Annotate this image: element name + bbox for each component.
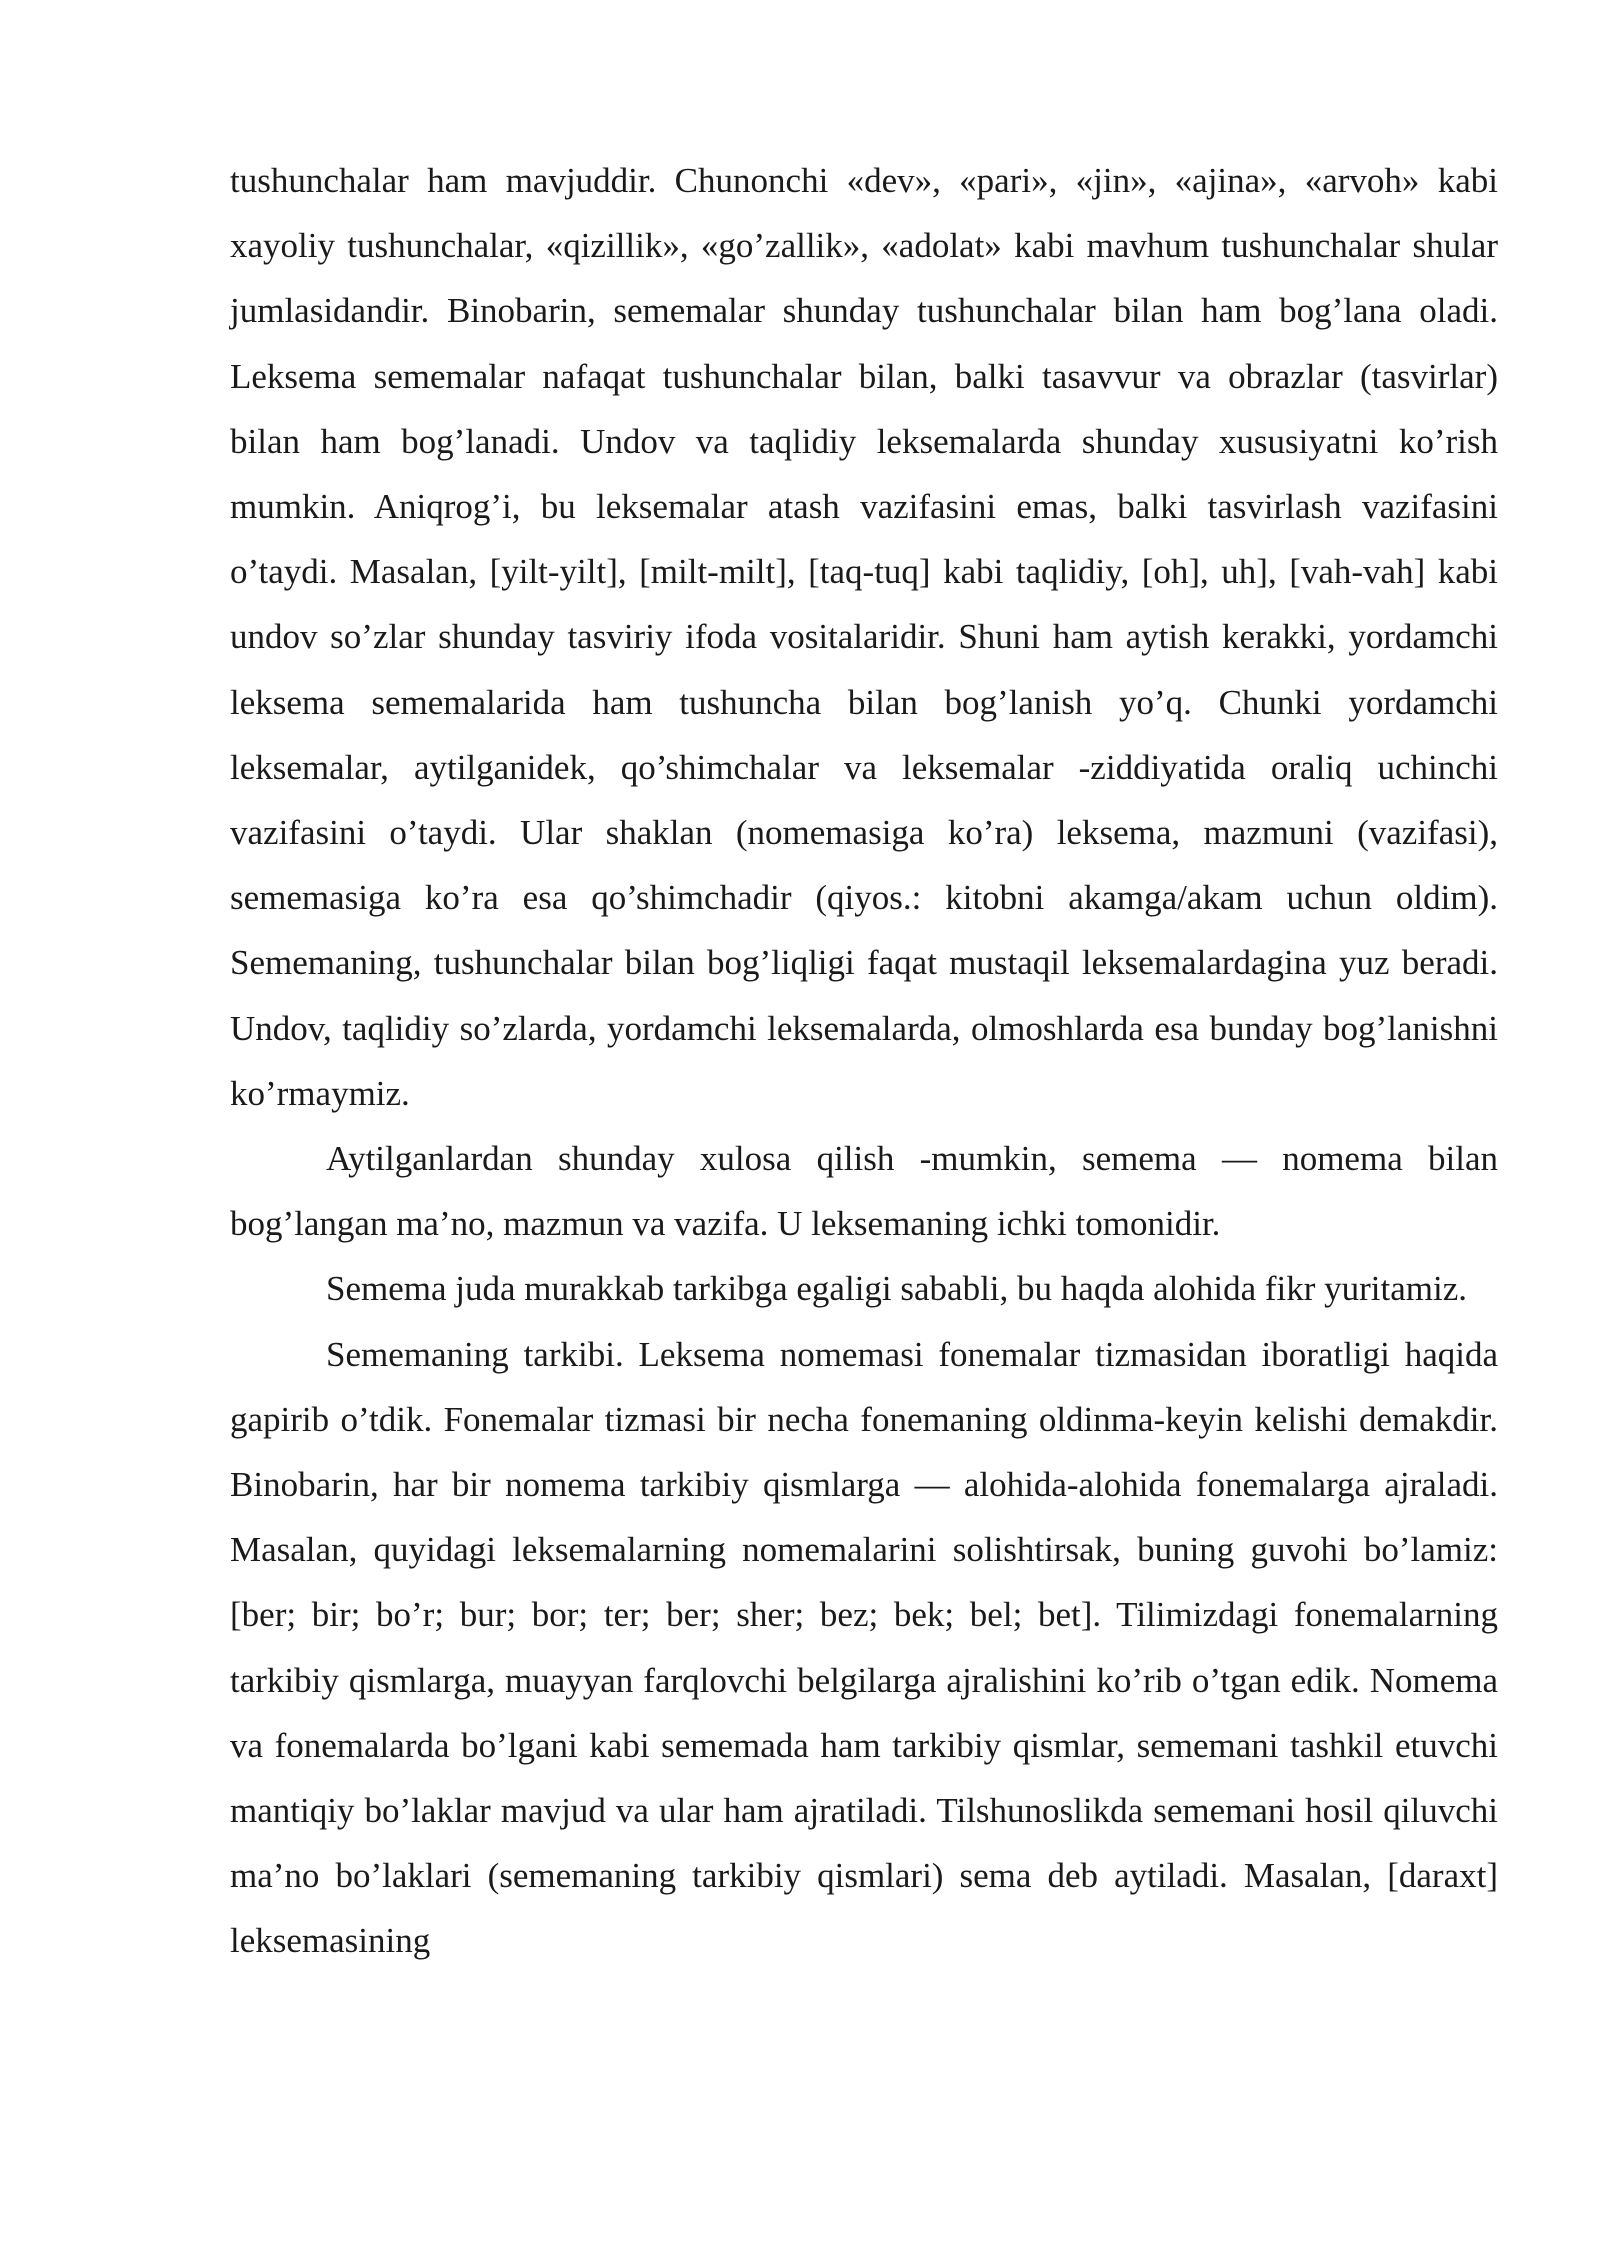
paragraph-1: tushunchalar ham mavjuddir. Chunonchi «dev», «pari», «jin», «ajina», «arvoh» kabi xayoliy tushunchalar, «qizillik», «go’zallik», «adolat» kabi mavhum tushunchalar shular jumlasidandir. Binobarin, sememalar shunday tushunchalar bilan ham bog’lana oladi. Leksema sememalar nafaqat tushunchalar bilan, balki tasavvur va obrazlar (tasvirlar) bilan ham bog’lanadi. Undov va taqlidiy leksemalarda shunday xususiyatni ko’rish mumkin. Aniqrog’i, bu leksemalar atash vazifasini emas, balki tasvirlash vazifasini o’taydi. Masalan, [yilt-yilt], [milt-milt], [taq-tuq] kabi taqlidiy, [oh], uh], [vah-vah] kabi undov so’zlar shunday tasviriy ifoda vositalaridir. Shuni ham aytish kerakki, yordamchi leksema sememalarida ham tushuncha bilan bog’lanish yo’q. Chunki yordamchi leksemalar, aytilganidek, qo’shimchalar va leksemalar -ziddiyatida oraliq uchinchi vazifasini o’taydi. Ular shaklan (nomemasiga ko’ra) leksema, mazmuni (vazifasi), sememasiga ko’ra esa qo’shimchadir (qiyos.: kitobni akamga/akam uchun oldim). Sememaning, tushunchalar bilan bog’liqligi faqat mustaqil leksemalardagina yuz beradi. Undov, taqlidiy so’zlarda, yordamchi leksemalarda, olmoshlarda esa bunday bog’lanishni ko’rmaymiz. <box>230 161 1498 1113</box>
paragraph-2: Aytilganlardan shunday xulosa qilish -mumkin, semema — nomema bilan bog’langan ma’no, mazmun va vazifa. U leksemaning ichki tomonidir. <box>230 1139 1498 1244</box>
paragraph-3: Semema juda murakkab tarkibga egaligi sababli, bu haqda alohida fikr yuritamiz. <box>326 1269 1468 1309</box>
body-text <box>230 148 1498 1974</box>
paragraph-4: Sememaning tarkibi. Leksema nomemasi fonemalar tizmasidan iboratligi haqida gapirib o’tdik. Fonemalar tizmasi bir necha fonemaning oldinma-keyin kelishi demakdir. Binobarin, har bir nomema tarkibiy qismlarga — alohida-alohida fonemalarga ajraladi. Masalan, quyidagi leksemalarning nomemalarini solishtirsak, buning guvohi bo’lamiz: [ber; bir; bo’r; bur; bor; ter; ber; sher; bez; bek; bel; bet]. Tilimizdagi fonemalarning tarkibiy qismlarga, muayyan farqlovchi belgilarga ajralishini ko’rib o’tgan edik. Nomema va fonemalarda bo’lgani kabi sememada ham tarkibiy qismlar, sememani tashkil etuvchi mantiqiy bo’laklar mavjud va ular ham ajratiladi. Tilshunoslikda sememani hosil qiluvchi ma’no bo’laklari (sememaning tarkibiy qismlari) sema deb aytiladi. Masalan, [daraxt] leksemasining <box>230 1334 1498 1961</box>
